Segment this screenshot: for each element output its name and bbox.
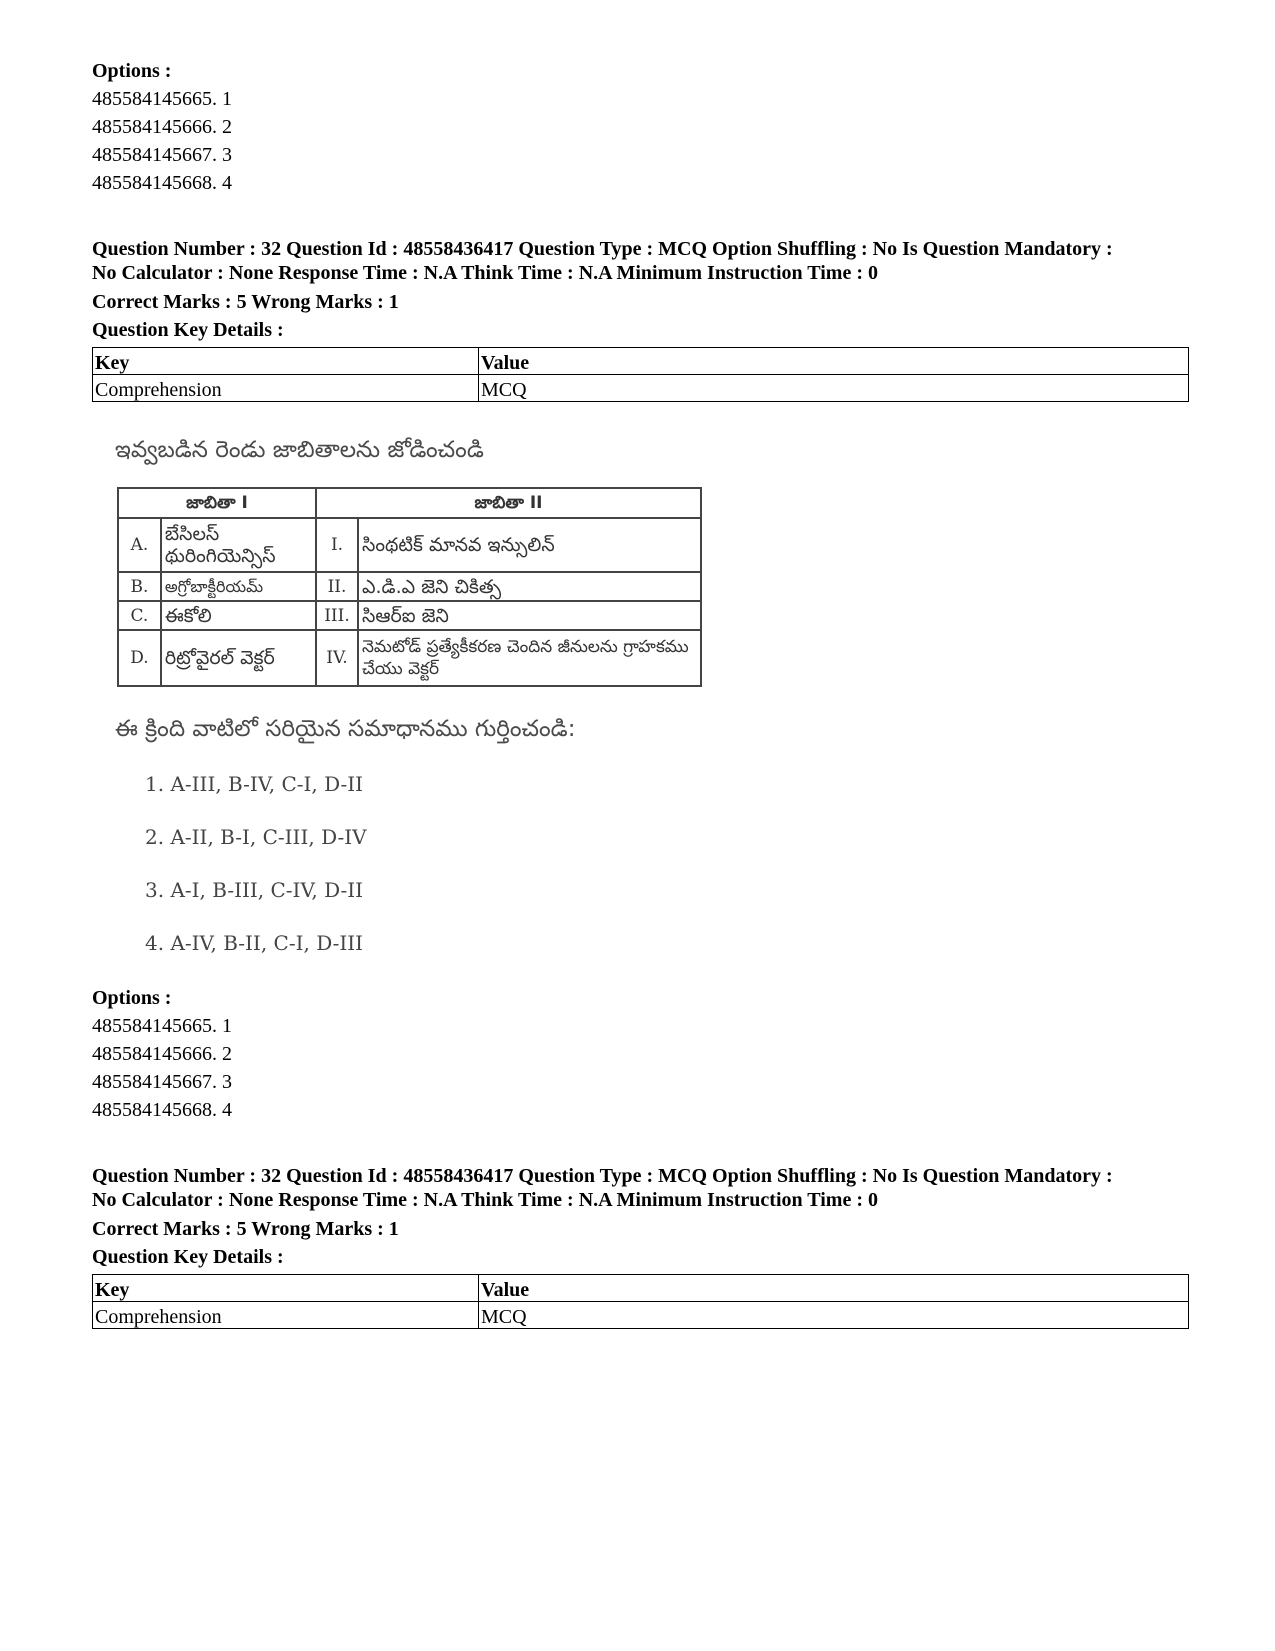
row-label: C. [118,601,161,630]
options-label: Options : [92,987,172,1009]
match-row [118,601,701,630]
question-meta-line2: No Calculator : None Response Time : N.A Think Time : N.A Minimum Instruction Time : 0 [92,262,878,284]
key-table [92,1274,1189,1329]
list1-header: జాబితా I [118,488,316,518]
question-meta-line1: Question Number : 32 Question Id : 48558436417 Question Type : MCQ Option Shuffling : No Is Question Mandatory : [92,238,1113,260]
list2-header: జాబితా II [316,488,701,518]
key-table-row [93,1302,1189,1329]
option-item: 485584145668. 4 [92,1099,232,1121]
key-cell: Comprehension [93,1302,479,1329]
row-label: I. [316,518,358,572]
options-label: Options : [92,60,172,82]
question-prompt: ఈ క్రింది వాటిలో సరియైన సమాధానము గుర్తించండి: [115,716,576,742]
value-cell: MCQ [479,375,1189,402]
question-marks: Correct Marks : 5 Wrong Marks : 1 [92,1218,399,1240]
list2-item: ఎ.డి.ఎ జెని చికిత్స [358,572,701,601]
row-label: II. [316,572,358,601]
option-item: 485584145668. 4 [92,172,232,194]
value-header: Value [479,348,1189,375]
list1-item: రిట్రోవైరల్ వెక్టర్ [161,630,316,686]
option-item: 485584145665. 1 [92,88,232,110]
question-title: ఇవ్వబడిన రెండు జాబితాలను జోడించండి [115,437,484,463]
option-item: 485584145667. 3 [92,1071,232,1093]
answer-choice: 3. A-I, B-III, C-IV, D-II [145,878,364,902]
list1-item: అగ్రోబాక్టీరియమ్ [161,572,316,601]
key-table-header-row [93,1275,1189,1302]
row-label: III. [316,601,358,630]
answer-choice: 1. A-III, B-IV, C-I, D-II [145,772,364,796]
question-meta-line2: No Calculator : None Response Time : N.A Think Time : N.A Minimum Instruction Time : 0 [92,1189,878,1211]
option-item: 485584145666. 2 [92,116,232,138]
question-meta-line1: Question Number : 32 Question Id : 48558436417 Question Type : MCQ Option Shuffling : No Is Question Mandatory : [92,1165,1113,1187]
key-header: Key [93,348,479,375]
list1-item: బేసిలస్ థురింగియెన్సిస్ [161,518,316,572]
value-header: Value [479,1275,1189,1302]
list2-item: సింథటిక్ మానవ ఇన్సులిన్ [358,518,701,572]
match-table [117,487,702,687]
key-table [92,347,1189,402]
question-key-details-label: Question Key Details : [92,1246,284,1268]
key-cell: Comprehension [93,375,479,402]
key-table-row [93,375,1189,402]
match-row [118,572,701,601]
match-row [118,518,701,572]
question-marks: Correct Marks : 5 Wrong Marks : 1 [92,291,399,313]
key-table-header-row [93,348,1189,375]
match-header-row [118,488,701,518]
answer-choice: 4. A-IV, B-II, C-I, D-III [145,931,364,955]
row-label: D. [118,630,161,686]
option-item: 485584145667. 3 [92,144,232,166]
option-item: 485584145665. 1 [92,1015,232,1037]
list2-item: సిఆర్ఐ జెని [358,601,701,630]
list1-item: ఈకోలి [161,601,316,630]
row-label: B. [118,572,161,601]
list2-item: నెమటోడ్ ప్రత్యేకీకరణ చెందిన జీనులను గ్రాహకము చేయు వెక్టర్ [358,630,701,686]
key-header: Key [93,1275,479,1302]
value-cell: MCQ [479,1302,1189,1329]
row-label: A. [118,518,161,572]
answer-choice: 2. A-II, B-I, C-III, D-IV [145,825,367,849]
match-row [118,630,701,686]
question-key-details-label: Question Key Details : [92,319,284,341]
row-label: IV. [316,630,358,686]
option-item: 485584145666. 2 [92,1043,232,1065]
